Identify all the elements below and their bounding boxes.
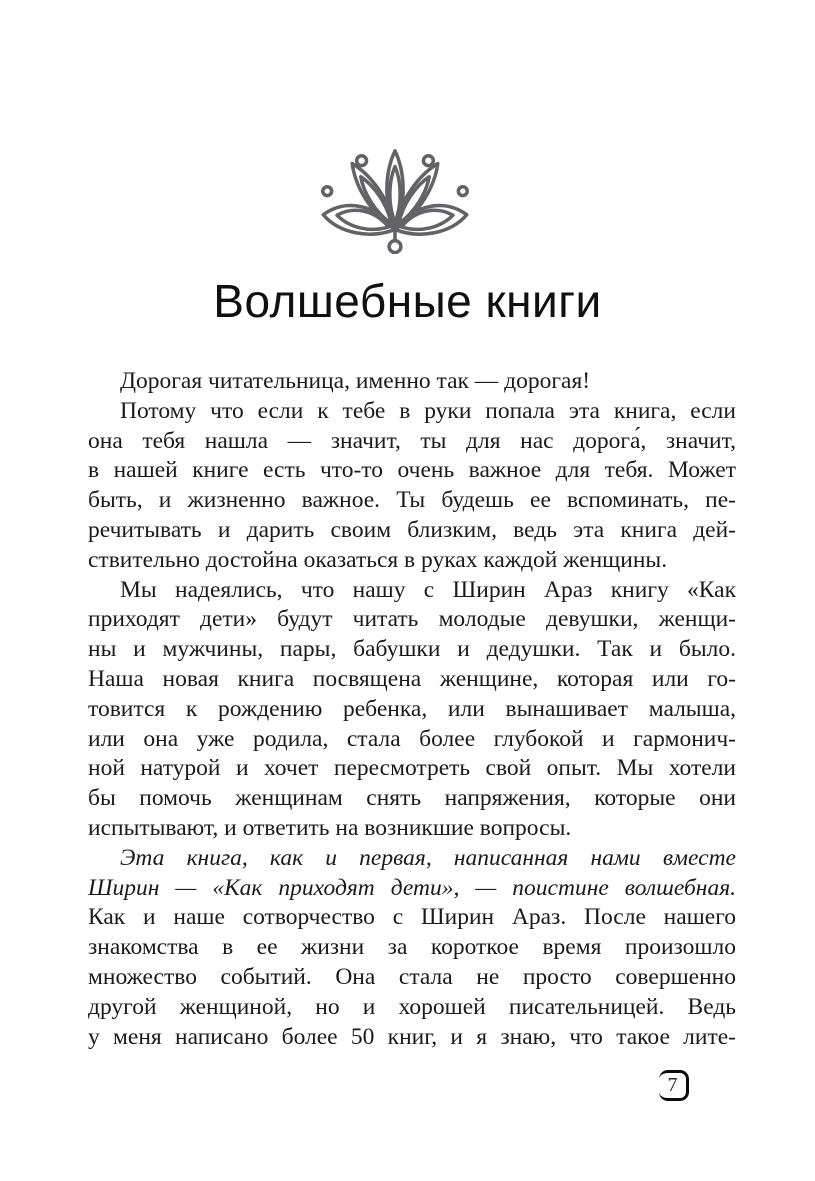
lotus-ornament	[316, 144, 474, 254]
text-line: приходят дети» будут читать молодые девушки, женщи-	[88, 606, 736, 633]
text-line: Потому что если к тебе в руки попала эта книга, если	[120, 397, 736, 424]
text-line: множество событий. Она стала не просто совершенно	[88, 963, 736, 990]
text-line: бы помочь женщинам снять напряжения, которые они	[88, 785, 736, 812]
text-line: в нашей книге есть что-то очень важное для тебя. Может	[88, 457, 736, 484]
text-line: Ширин — «Как приходят дети», — поистине волшебная.	[88, 874, 736, 901]
text-line: испытывают, и ответить на возникшие вопросы.	[88, 814, 572, 841]
text-line: Как и наше сотворчество с Ширин Араз. После нашего	[88, 904, 736, 931]
text-line: быть, и жизненно важное. Ты будешь ее вспоминать, пе-	[88, 487, 736, 514]
text-line: Наша новая книга посвящена женщине, которая или го-	[88, 665, 736, 692]
text-line: ствительно достойна оказаться в руках каждой женщины.	[88, 546, 668, 573]
body-text	[88, 367, 736, 1052]
text-line: или она уже родила, стала более глубокой и гармонич-	[88, 725, 736, 752]
text-line: ной натурой и хочет пересмотреть свой опыт. Мы хотели	[88, 755, 736, 782]
text-line: у меня написано более 50 книг, и я знаю, что такое лите-	[88, 1023, 736, 1050]
text-line: Дорогая читательница, именно так — дорогая!	[120, 368, 591, 394]
text-line: речитывать и дарить своим близким, ведь эта книга дей-	[88, 516, 736, 543]
lotus-icon	[316, 144, 474, 254]
text-line: Эта книга, как и первая, написанная нами вместе	[120, 844, 736, 871]
page-number-badge	[659, 1070, 689, 1101]
text-line: она тебя нашла — значит, ты для нас дорога́, значит,	[88, 427, 736, 454]
page-number: 7	[667, 1074, 678, 1096]
text-line: товится к рождению ребенка, или вынашивает малыша,	[88, 695, 736, 722]
chapter-title: Волшебные книги	[213, 275, 602, 327]
text-line: другой женщиной, но и хорошей писательницей. Ведь	[88, 993, 736, 1020]
text-line: ны и мужчины, пары, бабушки и дедушки. Так и было.	[88, 636, 736, 663]
text-line: знакомства в ее жизни за короткое время произошло	[88, 934, 736, 961]
text-line: Мы надеялись, что нашу с Ширин Араз книгу «Как	[120, 576, 736, 603]
